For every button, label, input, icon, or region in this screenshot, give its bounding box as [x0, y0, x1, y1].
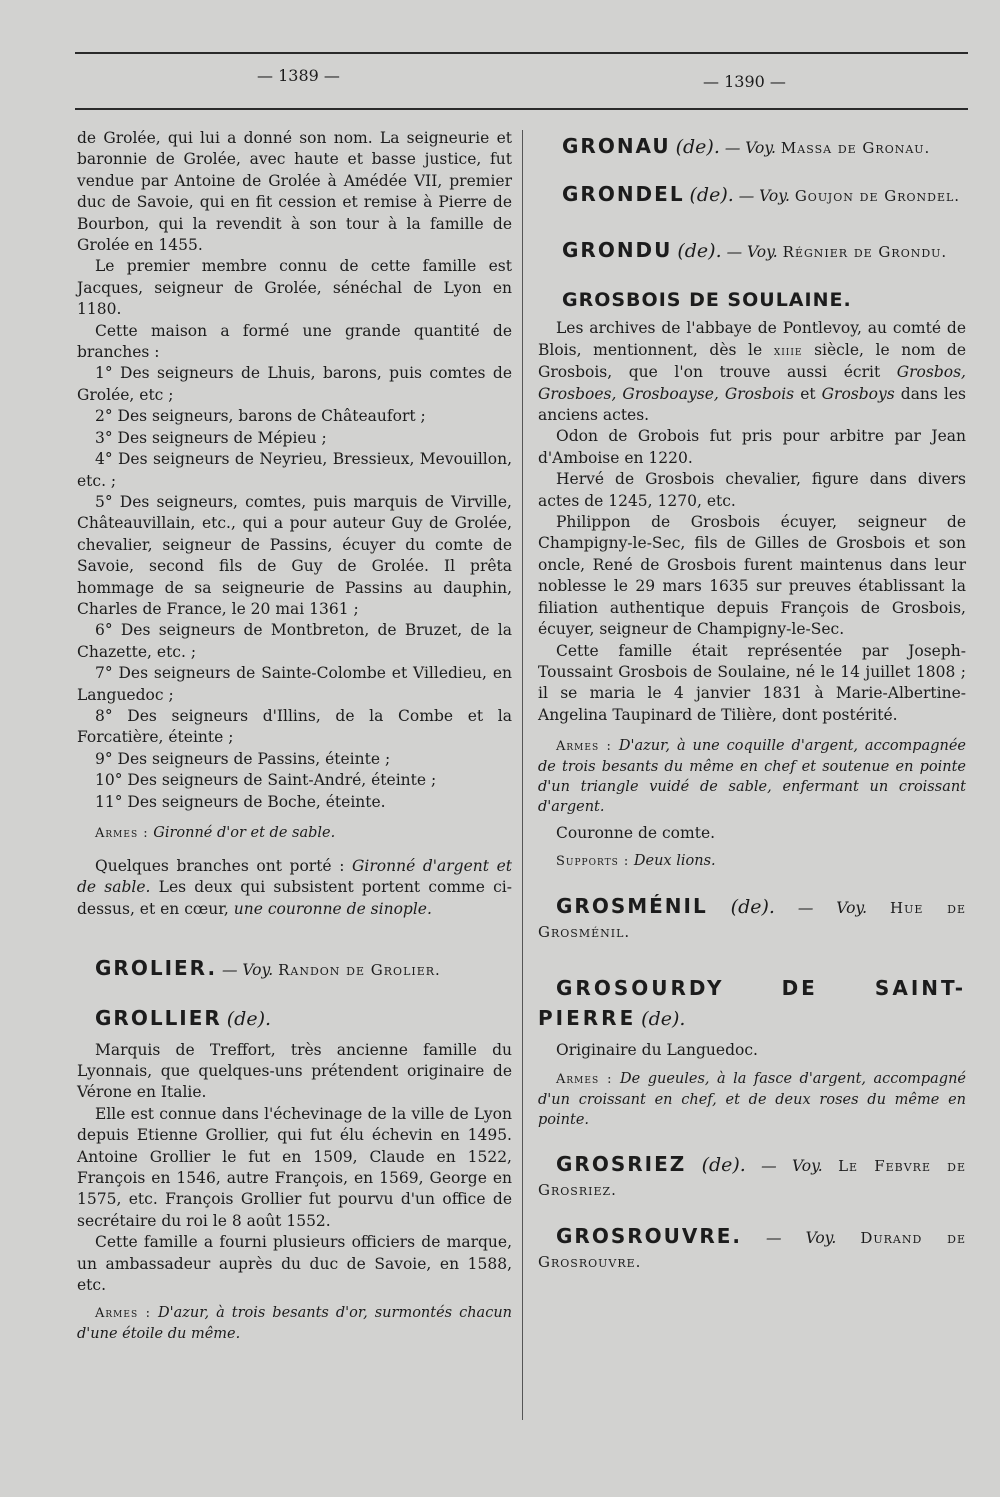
grosourdy-paragraph-1: Originaire du Languedoc.: [556, 1040, 758, 1059]
grosbois-paragraph-5: Cette famille était représentée par Joseph-Toussaint Grosbois de Soulaine, né le 14 juillet 1808 ; il se maria le 4 janvier 1831 à Marie-Albertine-Angelina Taupinard de Tilière, dont postérité.: [538, 641, 966, 724]
arms-text: D'azur, à trois besants d'or, surmontés chacun d'une étoile du même.: [77, 1304, 512, 1342]
entry-name: GROSROUVRE.: [556, 1223, 743, 1248]
entry-particle: (de).: [701, 1153, 746, 1176]
cross-reference-link[interactable]: Durand de Grosrouvre.: [538, 1228, 967, 1271]
list-item: 2° Des seigneurs, barons de Châteaufort ;: [95, 407, 426, 426]
arms-label: Armes :: [556, 1071, 613, 1087]
text-run: Les deux qui subsistent portent comme ci-dessus, et en cœur,: [77, 878, 512, 918]
text-run: Quelques branches ont porté :: [95, 857, 345, 875]
list-item: 3° Des seigneurs de Mépieu ;: [95, 428, 327, 447]
entry-particle: (de).: [730, 895, 775, 918]
entry-name: GRONAU: [562, 134, 671, 158]
entry-name: GROSMÉNIL: [556, 893, 708, 918]
branches-intro: Cette maison a formé une grande quantité de branches :: [77, 321, 512, 362]
name-variants: Grosboys: [821, 384, 895, 403]
continuation-paragraph: de Grolée, qui lui a donné son nom. La seigneurie et baronnie de Grolée, avec haute et basse justice, fut vendue par Antoine de Grolée à Amédée VII, premier duc de Savoie, qui en fit cession et remise à Pierre de Bourbon, qui la revendit à son tour à la famille de Grolée en 1455.: [77, 129, 512, 255]
entry-name: GROSOURDY DE SAINT-PIERRE: [538, 975, 966, 1030]
entry-grollier-heading: [77, 1008, 512, 1031]
arms-text: De gueules, à la fasce d'argent, accompagné d'un croissant en chef, et de deux roses du même en pointe.: [538, 1070, 967, 1128]
entry-grosbois-heading: [538, 290, 966, 312]
arms-label: Armes :: [556, 739, 612, 755]
branches-arms-paragraph: [77, 856, 512, 920]
grollier-paragraph-3: Cette famille a fourni plusieurs officiers de marque, un ambassadeur auprès du duc de Savoie, en 1588, etc.: [77, 1233, 512, 1295]
list-item: 8° Des seigneurs d'Illins, de la Combe et la Forcatière, éteinte ;: [77, 706, 512, 747]
first-member-paragraph: Le premier membre connu de cette famille est Jacques, seigneur de Grolée, sénéchal de Lyon en 1180.: [77, 257, 512, 319]
entry-grolier: [77, 956, 512, 982]
top-rule: [75, 52, 968, 54]
entry-particle: (de).: [641, 1007, 686, 1030]
text-run: Les archives de l'abbaye de Pontlevoy, au comté de Blois, mentionnent, dès le: [538, 319, 966, 359]
cross-reference-link[interactable]: Régnier de Grondu.: [782, 243, 948, 261]
column-divider: [522, 130, 523, 1420]
voy-text: — Voy.: [738, 187, 790, 205]
entry-particle: (de).: [675, 136, 720, 158]
entry-grosriez: [538, 1152, 966, 1202]
grosbois-paragraph-2: Odon de Grobois fut pris pour arbitre par Jean d'Amboise en 1220.: [538, 427, 966, 467]
grosbois-paragraph-3: Hervé de Grosbois chevalier, figure dans divers actes de 1245, 1270, etc.: [538, 470, 966, 510]
entry-particle: (de).: [226, 1008, 272, 1031]
entry-name: GROSBOIS DE SOULAINE.: [562, 289, 852, 311]
list-item: 4° Des seigneurs de Neyrieu, Bressieux, Mevouillon, etc. ;: [77, 450, 512, 490]
list-item: 7° Des seigneurs de Sainte-Colombe et Villedieu, en Languedoc ;: [77, 664, 512, 704]
right-column: [538, 134, 966, 1274]
supports-text: Deux lions.: [633, 852, 716, 869]
entry-grondu: [538, 238, 966, 264]
entry-name: GRONDEL: [562, 182, 685, 206]
entry-grosmenil: [538, 894, 966, 944]
name-variants: Grosbos, Grosboes, Grosboayse, Grosbois: [538, 363, 966, 403]
voy-text: — Voy.: [221, 961, 274, 980]
cross-reference-link[interactable]: Goujon de Grondel.: [794, 187, 961, 205]
list-item: 5° Des seigneurs, comtes, puis marquis de Virville, Châteauvillain, etc., qui a pour auteur Guy de Grolée, chevalier, seigneur de Passins, écuyer du comte de Savoie, second fils de Guy de Grolée. Il prêta hommage de sa seigneurie de Passins au dauphin, Charles de France, le 20 mai 1361 ;: [77, 492, 512, 618]
right-folio: — 1390 —: [703, 72, 786, 91]
arms-grosbois: [538, 736, 966, 817]
voy-text: — Voy.: [766, 1228, 837, 1247]
cross-reference-link[interactable]: Hue de Grosménil.: [538, 898, 966, 941]
list-item: 1° Des seigneurs de Lhuis, barons, puis comtes de Grolée, etc ;: [77, 364, 512, 404]
text-run: siècle, le nom de Grosbois, que l'on trouve aussi écrit: [538, 340, 966, 382]
arms-label: Armes :: [95, 826, 149, 841]
voy-text: — Voy.: [797, 898, 868, 917]
grollier-paragraph-2: Elle est connue dans l'échevinage de la ville de Lyon depuis Etienne Grollier, qui fut élu échevin en 1495. Antoine Grollier le fut en 1509, Claude en 1522, François en 1546, autre François, en 1569, George en 1575, etc. François Grollier fut pourvu d'un office de secrétaire du roi le 8 août 1552.: [77, 1104, 512, 1230]
voy-text: — Voy.: [724, 139, 776, 157]
arms-grollier: [77, 1303, 512, 1344]
arms-grosourdy: [538, 1069, 966, 1130]
entry-particle: (de).: [689, 184, 734, 206]
entry-name: GRONDU: [562, 238, 673, 262]
cross-reference-link[interactable]: Randon de Grolier.: [278, 961, 441, 980]
entry-grosrouvre: [538, 1224, 966, 1274]
text-run: une couronne de sinople.: [233, 899, 432, 918]
list-item: 9° Des seigneurs de Passins, éteinte ;: [95, 749, 391, 768]
entry-name: GROLIER.: [95, 956, 218, 981]
text-run: Gironné d'argent et de sable.: [77, 857, 512, 897]
entry-name: GROLLIER: [95, 1006, 222, 1031]
entry-gronau: [538, 134, 966, 160]
arms-label: Armes :: [95, 1305, 151, 1321]
grosbois-paragraph-1: [538, 318, 966, 426]
left-column: [77, 128, 512, 1344]
branches-list: [77, 363, 512, 813]
couronne-line: Couronne de comte.: [556, 824, 716, 843]
cross-reference-link[interactable]: Massa de Gronau.: [780, 139, 931, 157]
left-folio: — 1389 —: [257, 66, 340, 85]
voy-text: — Voy.: [761, 1156, 823, 1175]
grollier-paragraph-1: Marquis de Treffort, très ancienne famille du Lyonnais, que quelques-uns prétendent originaire de Vérone en Italie.: [77, 1040, 512, 1102]
list-item: 10° Des seigneurs de Saint-André, éteinte ;: [95, 771, 437, 790]
supports-line: [538, 851, 966, 872]
supports-label: Supports :: [556, 853, 630, 869]
arms-grolee: [77, 823, 512, 844]
list-item: 11° Des seigneurs de Boche, éteinte.: [95, 792, 386, 811]
entry-grondel: [538, 182, 966, 208]
entry-grosourdy-heading: [538, 974, 966, 1034]
header-rule: [75, 108, 968, 110]
entry-particle: (de).: [677, 240, 722, 262]
arms-text: Gironné d'or et de sable.: [153, 825, 336, 841]
cross-reference-link[interactable]: Le Febvre de Grosriez.: [538, 1156, 967, 1199]
arms-text: D'azur, à une coquille d'argent, accompagnée de trois besants du même en chef et soutenue en pointe d'un triangle vuidé de sable, enfermant un croissant d'argent.: [538, 738, 967, 816]
text-run: et: [800, 384, 816, 403]
century-numeral: xiiie: [773, 343, 803, 359]
grosbois-paragraph-4: Philippon de Grosbois écuyer, seigneur de Champigny-le-Sec, fils de Gilles de Grosbois et son oncle, René de Grosbois furent maintenus dans leur noblesse le 29 mars 1635 sur preuves établissant la filiation authentique depuis François de Grosbois, écuyer, seigneur de Champigny-le-Sec.: [538, 513, 966, 639]
text-run: dans les anciens actes.: [538, 384, 966, 425]
voy-text: — Voy.: [726, 243, 778, 261]
list-item: 6° Des seigneurs de Montbreton, de Bruzet, de la Chazette, etc. ;: [77, 621, 512, 661]
entry-name: GROSRIEZ: [556, 1151, 687, 1176]
